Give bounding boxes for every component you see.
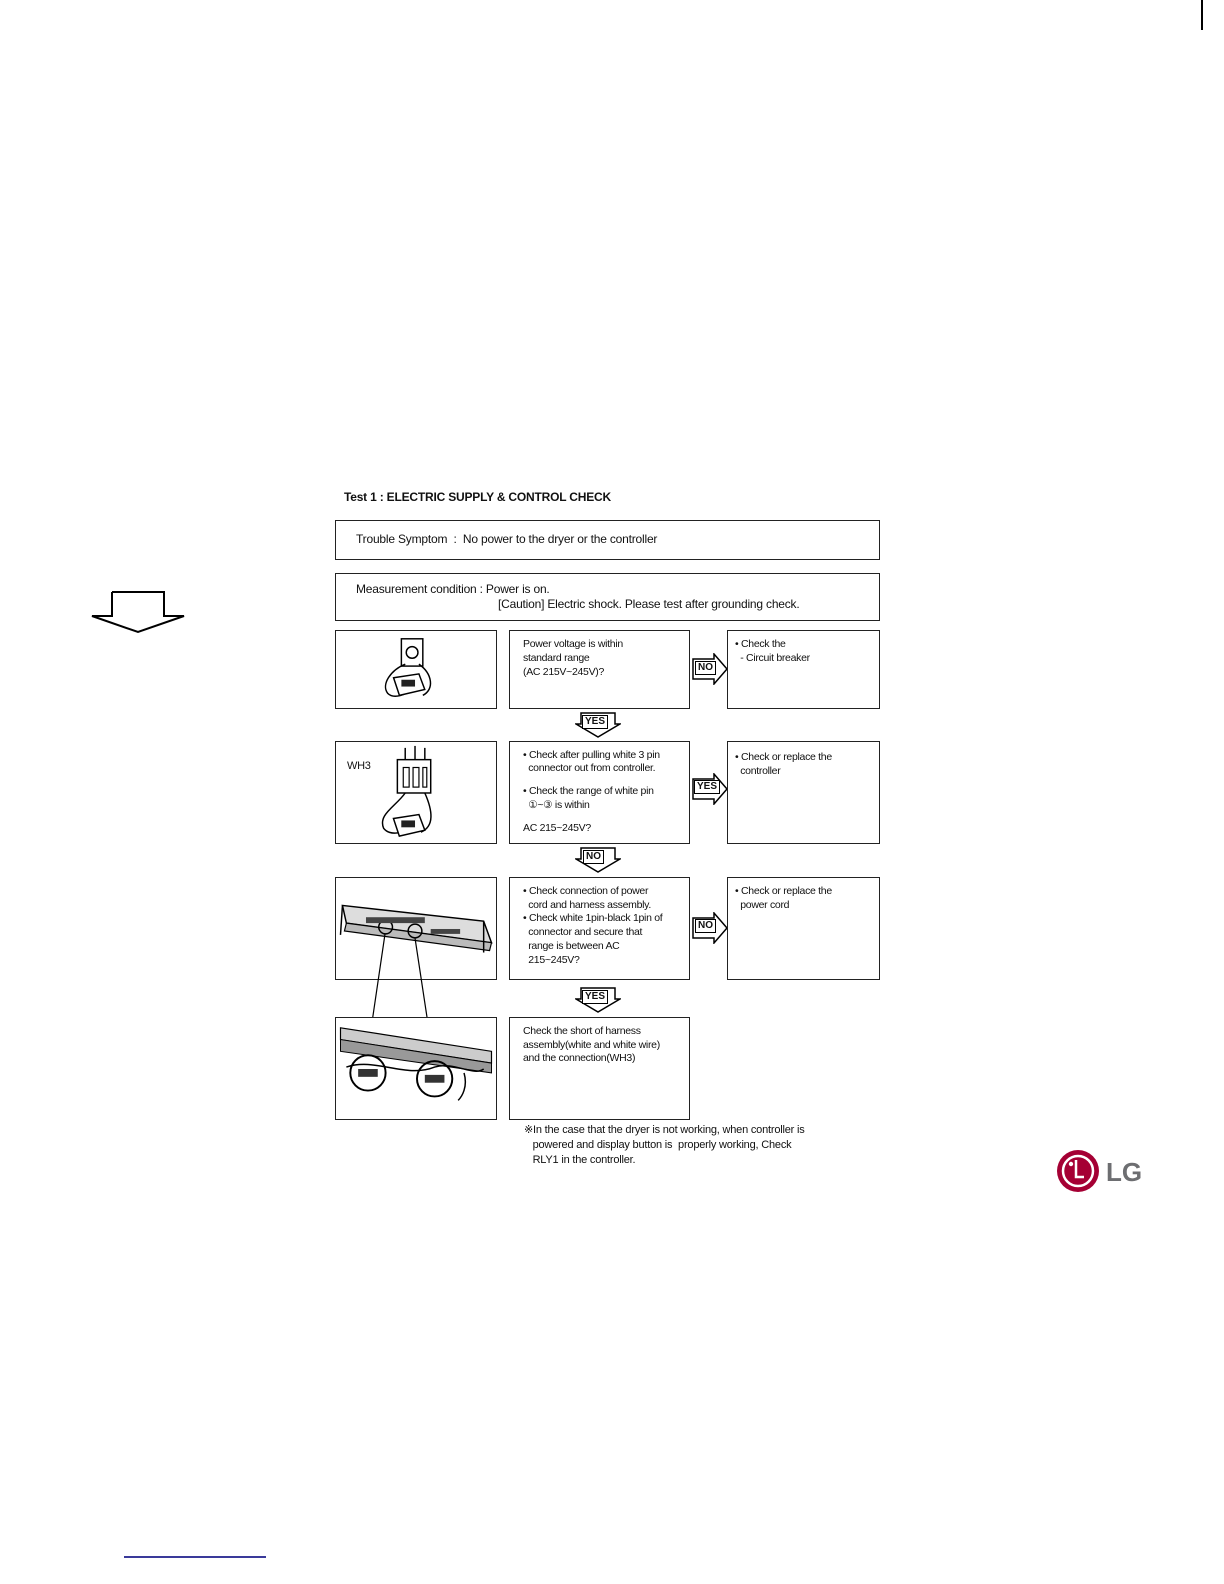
question-box-1 — [509, 630, 690, 709]
question-1-line: Power voltage is within — [523, 638, 623, 650]
footnote-line: powered and display button is properly working, Check — [524, 1139, 792, 1151]
lg-logo — [1056, 1148, 1152, 1194]
illustration-box-harness — [335, 1017, 497, 1120]
action-1-line: • Check the — [735, 638, 786, 650]
question-1-line: (AC 215V~245V)? — [523, 666, 605, 678]
harness-closeup-illustration — [336, 1018, 496, 1119]
question-box-4 — [509, 1017, 690, 1120]
question-4-line: assembly(white and white wire) — [523, 1039, 660, 1051]
question-3-line: • Check connection of power — [523, 885, 649, 897]
footnote — [524, 1123, 874, 1168]
footer-link-underline[interactable] — [124, 1556, 266, 1558]
question-4-line: Check the short of harness — [523, 1025, 641, 1037]
action-box-3 — [727, 877, 880, 980]
branch-label-no: NO — [695, 661, 716, 675]
question-4-line: and the connection(WH3) — [523, 1052, 636, 1064]
measurement-box — [335, 573, 880, 621]
question-2-line: AC 215~245V? — [523, 822, 591, 834]
question-3-line: connector and secure that — [523, 926, 643, 938]
branch-label-no: NO — [695, 919, 716, 933]
action-2-line: • Check or replace the — [735, 751, 832, 763]
action-3-line: • Check or replace the — [735, 885, 832, 897]
question-1-line: standard range — [523, 652, 590, 664]
action-box-1 — [727, 630, 880, 709]
question-2-line: • Check the range of white pin — [523, 785, 654, 797]
action-1-line: - Circuit breaker — [735, 652, 810, 664]
connector-meter-illustration — [336, 742, 496, 843]
question-3-line: • Check white 1pin-black 1pin of — [523, 912, 663, 924]
down-label-yes: YES — [582, 715, 608, 729]
measurement-line-1: Measurement condition : Power is on. — [356, 582, 550, 596]
down-label-yes: YES — [582, 990, 608, 1004]
wh3-label: WH3 — [347, 760, 371, 772]
illustration-box-wh3 — [335, 741, 497, 844]
page-edge-line — [1201, 0, 1203, 30]
question-3-line: cord and harness assembly. — [523, 899, 651, 911]
trouble-symptom-text: Trouble Symptom : No power to the dryer or the controller — [356, 532, 658, 546]
page-title: Test 1 : ELECTRIC SUPPLY & CONTROL CHECK — [344, 490, 611, 504]
illustration-box-outlet — [335, 630, 497, 709]
action-2-line: controller — [735, 765, 781, 777]
footnote-line: ※In the case that the dryer is not working, when controller is — [524, 1124, 805, 1136]
footnote-line: RLY1 in the controller. — [524, 1154, 636, 1166]
question-2-line: connector out from controller. — [523, 762, 656, 774]
question-3-line: 215~245V? — [523, 954, 580, 966]
question-3-line: range is between AC — [523, 940, 620, 952]
question-box-2 — [509, 741, 690, 844]
branch-label-yes: YES — [694, 780, 720, 794]
trouble-symptom-box — [335, 520, 880, 560]
down-label-no: NO — [583, 850, 604, 864]
down-arrow-icon — [88, 590, 188, 634]
question-2-line: ①~③ is within — [523, 799, 590, 811]
action-box-2 — [727, 741, 880, 844]
question-box-3 — [509, 877, 690, 980]
action-3-line: power cord — [735, 899, 790, 911]
measurement-line-2: [Caution] Electric shock. Please test after grounding check. — [498, 597, 800, 611]
outlet-meter-illustration — [336, 631, 496, 708]
lg-logo-text: LG — [1106, 1157, 1143, 1187]
question-2-line: • Check after pulling white 3 pin — [523, 749, 660, 761]
